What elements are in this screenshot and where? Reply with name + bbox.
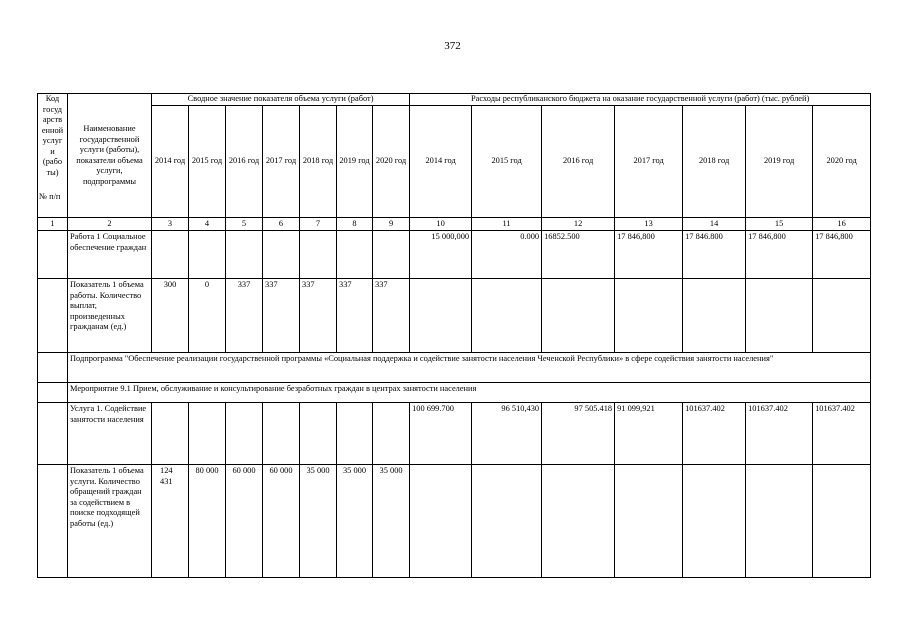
header-code-line: (рабо bbox=[42, 157, 63, 166]
header-code bbox=[38, 94, 68, 218]
header-budget-year: 2019 год bbox=[746, 105, 813, 217]
column-number: 16 bbox=[813, 217, 871, 231]
header-code-line: госуд bbox=[42, 104, 63, 114]
header-budget-group: Расходы республиканского бюджета на оказание государственной услуги (работ) (тыс. рублей) bbox=[410, 94, 871, 106]
header-code-line: ты) bbox=[46, 167, 59, 177]
column-number: 9 bbox=[373, 217, 410, 231]
table-row bbox=[38, 403, 871, 465]
volume-cell: 80 000 bbox=[189, 465, 226, 578]
header-name-text: Наименование государственной услуги (работы), показатели объема услуги, подпрограммы bbox=[76, 124, 143, 186]
volume-cell: 35 000 bbox=[337, 465, 373, 578]
budget-cell: 17 846,800 bbox=[746, 231, 813, 279]
budget-cell: 101637.402 bbox=[746, 403, 813, 465]
budget-cell: 97 505.418 bbox=[542, 403, 615, 465]
header-budget-year: 2016 год bbox=[542, 105, 615, 217]
column-number: 8 bbox=[337, 217, 373, 231]
header-name bbox=[68, 94, 152, 218]
volume-cell: 124 431 bbox=[152, 465, 189, 578]
header-budget-year: 2015 год bbox=[472, 105, 542, 217]
budget-cell: 15 000,000 bbox=[410, 231, 472, 279]
table-row bbox=[38, 353, 871, 383]
header-volume-year: 2019 год bbox=[337, 105, 373, 217]
row-name: Показатель 1 объема услуги. Количество обращений граждан за содействием в поиске подходящей работы (ед.) bbox=[68, 465, 152, 578]
column-number: 15 bbox=[746, 217, 813, 231]
table-row bbox=[38, 383, 871, 403]
header-code-line: услуг bbox=[42, 136, 63, 145]
column-number: 5 bbox=[226, 217, 263, 231]
header-volume-year: 2018 год bbox=[300, 105, 337, 217]
column-number: 3 bbox=[152, 217, 189, 231]
header-volume-year: 2016 год bbox=[226, 105, 263, 217]
header-volume-year: 2020 год bbox=[373, 105, 410, 217]
header-budget-year: 2017 год bbox=[615, 105, 683, 217]
row-name: Услуга 1. Содействие занятости населения bbox=[68, 403, 152, 465]
column-number: 6 bbox=[263, 217, 300, 231]
table-row bbox=[38, 231, 871, 279]
header-budget-year: 2020 год bbox=[813, 105, 871, 217]
table-row bbox=[38, 279, 871, 353]
volume-cell: 35 000 bbox=[300, 465, 337, 578]
budget-cell: 17 846.800 bbox=[683, 231, 746, 279]
budget-cell: 91 099,921 bbox=[615, 403, 683, 465]
table-row bbox=[38, 465, 871, 578]
header-volume-year: 2014 год bbox=[152, 105, 189, 217]
column-number: 7 bbox=[300, 217, 337, 231]
budget-cell: 17 846,800 bbox=[615, 231, 683, 279]
volume-cell: 35 000 bbox=[373, 465, 410, 578]
volume-cell: 300 bbox=[152, 279, 189, 353]
header-code-line: арств bbox=[42, 115, 63, 124]
row-name: Показатель 1 объема работы. Количество выплат, произведенных гражданам (ед.) bbox=[68, 279, 152, 353]
header-code-number: № п/п bbox=[39, 192, 61, 201]
subprogram-title: Подпрограмма "Обеспечение реализации государственной программы «Социальная поддержка и содействие занятости населения Чеченской Республики» в сфере содействия занятости населения" bbox=[68, 353, 871, 383]
budget-cell: 100 699.700 bbox=[410, 403, 472, 465]
budget-table bbox=[37, 93, 871, 578]
header-volume-group: Сводное значение показателя объема услуги (работ) bbox=[152, 94, 410, 106]
header-volume-year: 2017 год bbox=[263, 105, 300, 217]
budget-cell: 96 510,430 bbox=[472, 403, 542, 465]
column-number: 14 bbox=[683, 217, 746, 231]
column-number: 10 bbox=[410, 217, 472, 231]
budget-cell: 101637.402 bbox=[683, 403, 746, 465]
header-code-line: Код bbox=[45, 94, 60, 103]
column-number: 4 bbox=[189, 217, 226, 231]
volume-cell: 60 000 bbox=[263, 465, 300, 578]
budget-cell: 17 846,800 bbox=[813, 231, 871, 279]
header-volume-year: 2015 год bbox=[189, 105, 226, 217]
measure-title: Мероприятие 9.1 Прием, обслуживание и консультирование безработных граждан в центрах занятости населения bbox=[68, 383, 871, 403]
header-code-line: и bbox=[50, 146, 55, 156]
budget-cell: 0.000 bbox=[472, 231, 542, 279]
column-number: 1 bbox=[38, 217, 68, 231]
column-number: 11 bbox=[472, 217, 542, 231]
volume-cell: 337 bbox=[263, 279, 300, 353]
header-code-line: енной bbox=[41, 125, 64, 135]
column-number: 12 bbox=[542, 217, 615, 231]
volume-cell: 337 bbox=[226, 279, 263, 353]
budget-cell: 101637.402 bbox=[813, 403, 871, 465]
volume-cell: 337 bbox=[373, 279, 410, 353]
volume-cell: 60 000 bbox=[226, 465, 263, 578]
volume-cell: 337 bbox=[337, 279, 373, 353]
header-budget-year: 2018 год bbox=[683, 105, 746, 217]
page-number: 372 bbox=[444, 40, 461, 52]
budget-cell: 16852.500 bbox=[542, 231, 615, 279]
column-number: 13 bbox=[615, 217, 683, 231]
volume-cell: 337 bbox=[300, 279, 337, 353]
column-number: 2 bbox=[68, 217, 152, 231]
header-budget-year: 2014 год bbox=[410, 105, 472, 217]
volume-cell: 0 bbox=[189, 279, 226, 353]
row-name: Работа 1 Социальное обеспечение граждан bbox=[68, 231, 152, 279]
